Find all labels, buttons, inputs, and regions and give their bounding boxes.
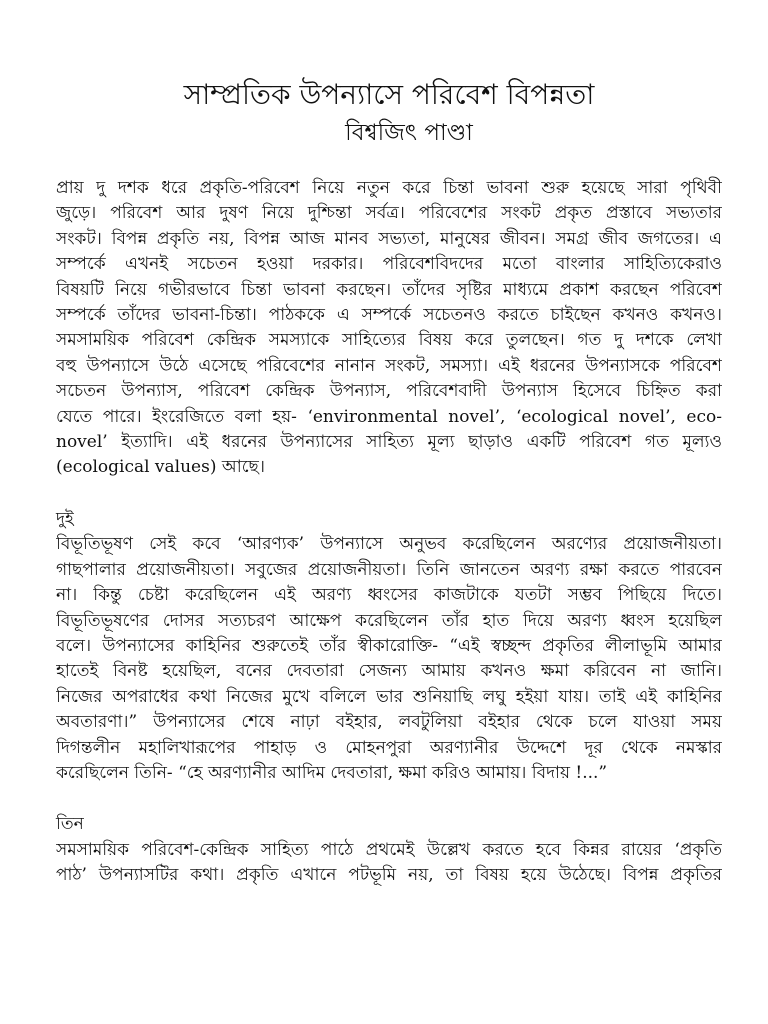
article-title: সাম্প্রতিক উপন্যাসে পরিবেশ বিপন্নতা [183, 78, 595, 111]
paragraph-line: প্রায় দু দশক ধরে প্রকৃতি-পরিবেশ নিয়ে নতুন করে চিন্তা ভাবনা শুরু হয়েছে সারা পৃথিবী [56, 178, 722, 198]
paragraph-line: সম্পর্কে এখনই সচেতন হওয়া দরকার। পরিবেশবিদদের মতো বাংলার সাহিত্যিকেরাও [56, 254, 722, 275]
paragraph-line: বলে। উপন্যাসের কাহিনির শুরুতেই তাঁর স্বীকারোক্তি- “এই স্বচ্ছন্দ প্রকৃতির লীলাভূমি আমার [56, 635, 722, 656]
paragraph-line: (ecological values) আছে। [56, 457, 265, 478]
paragraph-line: সচেতন উপন্যাস, পরিবেশ কেন্দ্রিক উপন্যাস, পরিবেশবাদী উপন্যাস হিসেবে চিহ্নিত করা [56, 381, 722, 402]
section-heading: দুই [56, 508, 74, 529]
paragraph-line: না। কিন্তু চেষ্টা করেছিলেন এই অরণ্য ধ্বংসের কাজটাকে যতটা সম্ভব পিছিয়ে দিতে। [56, 585, 722, 606]
section-one [56, 176, 722, 481]
paragraph-line: সমসাময়িক পরিবেশ-কেন্দ্রিক সাহিত্য পাঠে প্রথমেই উল্লেখ করতে হবে কিন্নর রায়ের ‘প্রকৃতি [56, 839, 722, 860]
paragraph-line: বহু উপন্যাসে উঠে এসেছে পরিবেশের নানান সংকট, সমস্যা। এই ধরনের উপন্যাসকে পরিবেশ [56, 355, 722, 376]
paragraph-line: novel’ ইত্যাদি। এই ধরনের উপন্যাসের সাহিত্য মূল্য ছাড়াও একটি পরিবেশ গত মূল্যও [56, 432, 722, 453]
paragraph-line: সংকট। বিপন্ন প্রকৃতি নয়, বিপন্ন আজ মানব সভ্যতা, মানুষের জীবন। সমগ্র জীব জগতের। এ [56, 228, 722, 249]
paragraph-line: হাতেই বিনষ্ট হয়েছিল, বনের দেবতারা সেজন্য আমায় কখনও ক্ষমা করিবেন না জানি। [56, 661, 722, 682]
paragraph-line: বিষয়টি নিয়ে গভীরভাবে চিন্তা ভাবনা করছেন। তাঁদের সৃষ্টির মাধ্যমে প্রকাশ করছেন পরিবেশ [56, 279, 722, 300]
section-three [56, 812, 722, 888]
paragraph-line: যেতে পারে। ইংরেজিতে বলা হয়- ‘environmental novel’, ‘ecological novel’, eco- [56, 406, 722, 427]
paragraph-line: নিজের অপরাধের কথা নিজের মুখে বলিলে ভার শুনিয়াছি লঘু হইয়া যায়। তাই এই কাহিনির [56, 686, 722, 707]
paragraph-line: বিভূতিভূষণ সেই কবে ‘আরণ্যক’ উপন্যাসে অনুভব করেছিলেন অরণ্যের প্রয়োজনীয়তা। [56, 534, 722, 555]
paragraph-line: পাঠ’ উপন্যাসটির কথা। প্রকৃতি এখানে পটভূমি নয়, তা বিষয় হয়ে উঠেছে। বিপন্ন প্রকৃতির [56, 865, 722, 886]
paragraph-line: সমসাময়িক পরিবেশ কেন্দ্রিক সমস্যাকে সাহিত্যের বিষয় করে তুলছেন। গত দু দশকে লেখা [56, 330, 722, 351]
section-heading: তিন [56, 814, 84, 835]
paragraph-line: গাছপালার প্রয়োজনীয়তা। সবুজের প্রয়োজনীয়তা। তিনি জানতেন অরণ্য রক্ষা করতে পারবেন [56, 559, 722, 580]
paragraph-line: করেছিলেন তিনি- “হে অরণ্যানীর আদিম দেবতারা, ক্ষমা করিও আমায়। বিদায় !...” [56, 762, 608, 783]
paragraph-line: জুড়ে। পরিবেশ আর দুষণ নিয়ে দুশ্চিন্তা সর্বত্র। পরিবেশের সংকট প্রকৃত প্রস্তাবে সভ্যতার [56, 203, 722, 224]
author-name: বিশ্বজিৎ পাণ্ডা [345, 120, 473, 146]
paragraph-line: বিভূতিভূষণের দোসর সত্যচরণ আক্ষেপ করেছিলেন তাঁর হাত দিয়ে অরণ্য ধ্বংস হয়েছিল [56, 610, 722, 631]
section-two [56, 507, 722, 786]
paragraph-line: সম্পর্কে তাঁদের ভাবনা-চিন্তা। পাঠককে এ সম্পর্কে সচেতনও করতে চাইছেন কখনও কখনও। [56, 305, 722, 326]
paragraph-line: দিগন্তলীন মহালিখারূপের পাহাড় ও মোহনপুরা অরণ্যানীর উদ্দেশে দূর থেকে নমস্কার [56, 737, 722, 758]
paragraph-line: অবতারণা।” উপন্যাসের শেষে নাঢ়া বইহার, লবটুলিয়া বইহার থেকে চলে যাওয়া সময় [56, 712, 722, 733]
